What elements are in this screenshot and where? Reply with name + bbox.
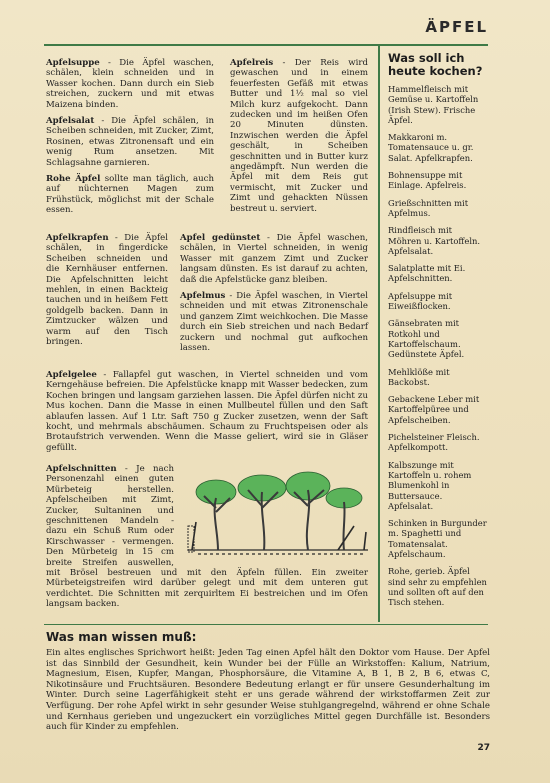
recipe-text: - Die Äpfel waschen, schälen, in Viertel schneiden, in wenig Wasser mit ganzem Zimt und Zucker langsam dünsten. Es ist darauf zu achten, daß die Apfelstücke ganz bleiben. [180,233,369,285]
recipe-title: Apfelmus [180,291,226,302]
menu-item: Kalbszunge mit Kartoffeln u. rohem Blumenkohl in Buttersauce. Apfelsalat. [388,459,472,511]
recipe-apfelsalat [46,116,214,168]
left-column-mid [46,233,168,353]
middle-column-mid [180,233,368,359]
sidebar-title-line2: heute kochen? [388,64,483,78]
menu-sidebar [378,46,488,622]
recipe-text: - Der Reis wird gewaschen und in einem feuerfesten Gefäß mit etwas Butter und 1½ mal so viel Milch kurz aufgekocht. Dann zudecken und im heißen Ofen 20 Minuten dünsten. Inzwischen werden die Äpfel geschält, in Scheiben geschnitten und in Butter kurz angedämpft. Nun werden die Äpfel mit dem Reis gut vermischt, mit Zucker und Zimt und gehackten Nüssen bestreut u. serviert. [230,58,368,214]
wissen-text: Ein altes englisches Sprichwort heißt: Jeden Tag einen Apfel hält den Doktor vom Hause. Der Apfel ist das Sinnbild der Gesundheit, kein Wunder bei der Fülle an Wirkstoffen: Kalium, Natrium, Magnesium, Eisen, Kupfer, Mangan, Phosphorsäure, die Vitamine A, B 1, B 2, B 6, etwas C, Nikotinsäure und Fruchtsäuren. Besondere Bedeutung erlangt er für unsere Gesunderhaltung im Winter. Durch seine Lagerfähigkeit steht er uns gerade während der wirkstoffarmen Zeit zur Verfügung. Der rohe Apfel wirkt in sehr gesunder Weise stuhlgangregelnd, während er ohne Schale und Kernhaus gerieben und ungezuckert ein vorzügliches Mittel gegen Durchfälle ist. Besonders auch für Kinder zu empfehlen. [46,648,490,733]
recipe-apfelgelee [46,370,368,453]
recipe-apfel-geduenstet [180,233,368,285]
menu-item: Makkaroni m. Tomatensauce u. gr. Salat. Apfelkrapfen. [388,132,474,163]
page-number: 27 [477,743,490,753]
menu-item: Apfelsuppe mit Eiweißflocken. [388,290,453,312]
menu-item: Grießschnitten mit Apfelmus. [388,197,469,218]
recipe-title: Apfelgelee [46,370,97,380]
wissen-title: Was man wissen muß: [46,630,197,644]
recipe-title: Apfelsuppe [46,58,100,68]
recipe-title: Apfel gedünstet [180,233,261,243]
menu-item: Gänsebraten mit Rotkohl und Kartoffelschaum. Gedünstete Äpfel. [388,318,465,360]
section-rule [44,624,488,625]
recipe-text: - Je nach Personenzahl einen guten Mürbeteig herstellen. Apfelscheiben mit Zimt, Zucker, Sultaninen und geschnittenen Mandeln - dazu ein Schuß Rum oder Kirschwasser - vermengen. Den Mürbeteig in 15 cm breite Streifen auswellen, mit Brösel bestreuen und mit den Äpfeln füllen. Ein zweiter Mürbeteigstreifen wird darüber gelegt und mit dem unteren gut verdichtet. Die Schnitten mit zerquirltem Ei bestreichen und im Ofen langsam backen. [46,464,368,610]
menu-list [388,84,488,607]
recipe-title: Apfelsalat [46,116,95,127]
recipe-text: - Die Äpfel waschen, schälen, klein schneiden und in Wasser kochen. Dann durch ein Sieb streichen, zuckern und mit etwas Maizena binden. [46,58,214,110]
recipe-apfelsuppe [46,58,214,110]
recipe-text: - Fallapfel gut waschen, in Viertel schneiden und vom Kerngehäuse befreien. Die Apfelstücke knapp mit Wasser bedecken, zum Kochen bringen und langsam garziehen lassen. Die Äpfel dürfen nicht zu Mus kochen. Dann die Masse in einen Mullbeutel füllen und den Saft ablaufen lassen. Auf 1 Ltr. Saft 750 g Zucker zusetzen, wenn der Saft kocht, und mehrmals abschäumen. Schaum zu Fruchtspeisen oder als Brotaufstrich verwenden. Wenn die Masse geliert, wird sie in Gläser gefüllt. [46,370,368,453]
recipe-text: - Die Äpfel schälen, in Scheiben schneiden, mit Zucker, Zimt, Rosinen, etwas Zitronensaft und ein wenig Rum ansetzen. Mit Schlagsahne garnieren. [46,116,215,168]
apple-tree-illustration [178,462,374,558]
menu-item: Salatplatte mit Ei. Apfelschnitten. [388,263,466,284]
menu-item: Hammelfleisch mit Gemüse u. Kartoffeln (Irish Stew). Frische Äpfel. [388,84,479,125]
recipe-apfelmus [180,291,368,353]
page-header-title: ÄPFEL [425,18,488,36]
recipe-title: Apfelschnitten [46,464,117,474]
recipe-title: Apfelkrapfen [46,233,109,243]
menu-item: Pichelsteiner Fleisch. Apfelkompott. [388,432,480,453]
sidebar-title [388,52,488,78]
recipe-title: Apfelreis [230,58,274,68]
recipe-apfelkrapfen [46,233,168,347]
menu-item: Mehlklöße mit Backobst. [388,366,450,387]
menu-item: Gebackene Leber mit Kartoffelpüree und Apfelscheiben. [388,394,480,425]
wide-column-gelee [46,370,368,459]
sidebar-title-line1: Was soll ich [388,51,465,65]
recipe-rohe-aepfel [46,174,214,216]
recipe-text: - Die Äpfel waschen, in Viertel schneiden und mit etwas Zitronenschale und ganzem Zimt weichkochen. Die Masse durch ein Sieb streichen und nach Bedarf zuckern und nochmal gut aufkochen lassen. [180,291,368,354]
menu-item: Rohe, gerieb. Äpfel sind sehr zu empfehlen und sollten oft auf den Tisch stehen. [388,566,487,608]
recipe-text: - Die Äpfel schälen, in fingerdicke Scheiben schneiden und die Kernhäuser entfernen. Die Apfelschnitten leicht mehlen, in einen Backteig tauchen und in heißem Fett goldgelb backen. Dann in Zimtzucker wälzen und warm auf den Tisch bringen. [46,233,168,348]
menu-item: Rindfleisch mit Möhren u. Kartoffeln. Apfelsalat. [388,225,481,256]
recipe-title: Rohe Äpfel [46,174,101,185]
middle-column-top [230,58,368,220]
menu-item: Schinken in Burgunder m. Spaghetti und Tomatensalat. Apfelschaum. [388,518,487,559]
recipe-apfelreis [230,58,368,214]
left-column-top [46,58,214,222]
recipe-text: sollte man täglich, auch auf nüchternen Magen zum Frühstück, möglichst mit der Schale essen. [46,174,215,216]
menu-item: Bohnensuppe mit Einlage. Apfelreis. [388,170,467,191]
